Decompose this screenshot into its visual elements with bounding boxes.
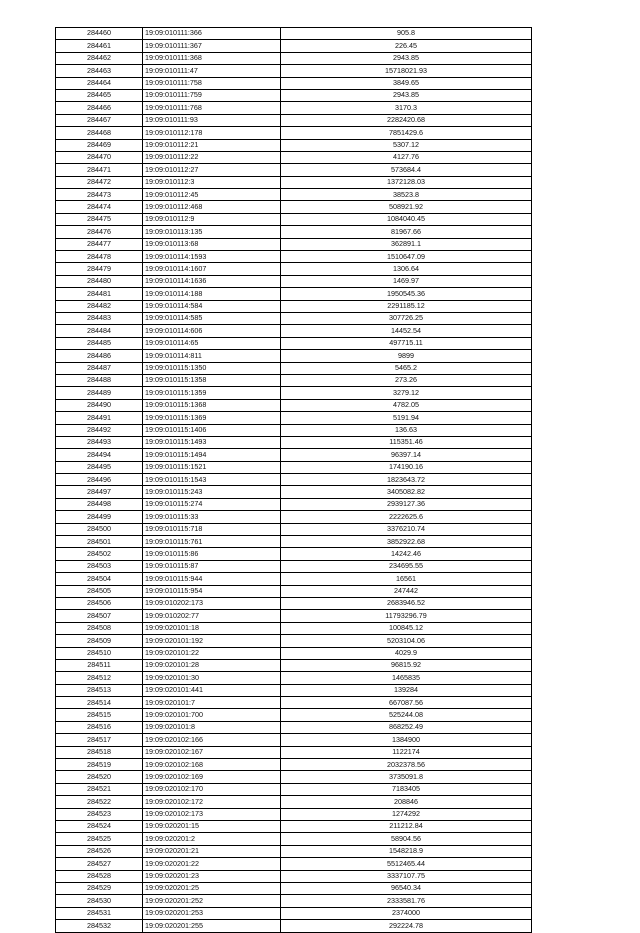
table-row <box>56 796 532 808</box>
value-cell: 1469.97 <box>281 275 532 287</box>
table-row <box>56 139 532 151</box>
cadastral-number-cell: 19:09:010115:274 <box>143 498 281 510</box>
cadastral-number-cell: 19:09:010115:1358 <box>143 374 281 386</box>
row-number-cell: 284493 <box>56 436 143 448</box>
row-number-cell: 284464 <box>56 77 143 89</box>
cadastral-number-cell: 19:09:010114:1593 <box>143 251 281 263</box>
row-number-cell: 284488 <box>56 374 143 386</box>
value-cell: 100845.12 <box>281 622 532 634</box>
table-row <box>56 474 532 486</box>
table-row <box>56 610 532 622</box>
table-row <box>56 821 532 833</box>
value-cell: 1384900 <box>281 734 532 746</box>
cadastral-number-cell: 19:09:010114:1636 <box>143 275 281 287</box>
table-row <box>56 659 532 671</box>
cadastral-number-cell: 19:09:010112:178 <box>143 127 281 139</box>
value-cell: 136.63 <box>281 424 532 436</box>
table-row <box>56 374 532 386</box>
cadastral-number-cell: 19:09:010115:87 <box>143 560 281 572</box>
cadastral-number-cell: 19:09:010115:944 <box>143 573 281 585</box>
value-cell: 4029.9 <box>281 647 532 659</box>
table-row <box>56 709 532 721</box>
row-number-cell: 284475 <box>56 213 143 225</box>
table-row <box>56 845 532 857</box>
cadastral-number-cell: 19:09:020201:22 <box>143 858 281 870</box>
table-row <box>56 449 532 461</box>
cadastral-number-cell: 19:09:010115:954 <box>143 585 281 597</box>
table-row <box>56 325 532 337</box>
value-cell: 139284 <box>281 684 532 696</box>
cadastral-number-cell: 19:09:020201:25 <box>143 882 281 894</box>
cadastral-number-cell: 19:09:010112:21 <box>143 139 281 151</box>
cadastral-number-cell: 19:09:010115:1406 <box>143 424 281 436</box>
value-cell: 14242.46 <box>281 548 532 560</box>
row-number-cell: 284481 <box>56 288 143 300</box>
table-row <box>56 288 532 300</box>
row-number-cell: 284476 <box>56 226 143 238</box>
cadastral-number-cell: 19:09:020201:253 <box>143 907 281 919</box>
row-number-cell: 284500 <box>56 523 143 535</box>
table-row <box>56 226 532 238</box>
cadastral-number-cell: 19:09:010202:77 <box>143 610 281 622</box>
row-number-cell: 284486 <box>56 350 143 362</box>
value-cell: 2222625.6 <box>281 511 532 523</box>
table-row <box>56 89 532 101</box>
row-number-cell: 284484 <box>56 325 143 337</box>
cadastral-number-cell: 19:09:020201:21 <box>143 845 281 857</box>
value-cell: 2943.85 <box>281 52 532 64</box>
row-number-cell: 284522 <box>56 796 143 808</box>
value-cell: 9899 <box>281 350 532 362</box>
table-row <box>56 52 532 64</box>
value-cell: 1084040.45 <box>281 213 532 225</box>
cadastral-number-cell: 19:09:010114:585 <box>143 312 281 324</box>
cadastral-number-cell: 19:09:010111:758 <box>143 77 281 89</box>
table-row <box>56 672 532 684</box>
cadastral-number-cell: 19:09:010115:86 <box>143 548 281 560</box>
row-number-cell: 284468 <box>56 127 143 139</box>
value-cell: 497715.11 <box>281 337 532 349</box>
row-number-cell: 284524 <box>56 821 143 833</box>
value-cell: 15718021.93 <box>281 65 532 77</box>
row-number-cell: 284521 <box>56 783 143 795</box>
row-number-cell: 284514 <box>56 697 143 709</box>
row-number-cell: 284525 <box>56 833 143 845</box>
row-number-cell: 284472 <box>56 176 143 188</box>
cadastral-number-cell: 19:09:020101:192 <box>143 635 281 647</box>
table-row <box>56 597 532 609</box>
cadastral-number-cell: 19:09:020101:8 <box>143 721 281 733</box>
table-row <box>56 622 532 634</box>
row-number-cell: 284495 <box>56 461 143 473</box>
table-row <box>56 461 532 473</box>
table-row <box>56 312 532 324</box>
value-cell: 868252.49 <box>281 721 532 733</box>
row-number-cell: 284516 <box>56 721 143 733</box>
cadastral-number-cell: 19:09:020101:18 <box>143 622 281 634</box>
table-row <box>56 412 532 424</box>
value-cell: 1548218.9 <box>281 845 532 857</box>
cadastral-number-cell: 19:09:020102:173 <box>143 808 281 820</box>
table-row <box>56 275 532 287</box>
value-cell: 362891.1 <box>281 238 532 250</box>
row-number-cell: 284501 <box>56 536 143 548</box>
cadastral-number-cell: 19:09:010112:27 <box>143 164 281 176</box>
row-number-cell: 284532 <box>56 920 143 932</box>
row-number-cell: 284499 <box>56 511 143 523</box>
value-cell: 247442 <box>281 585 532 597</box>
table-row <box>56 511 532 523</box>
table-row <box>56 201 532 213</box>
row-number-cell: 284470 <box>56 151 143 163</box>
value-cell: 7183405 <box>281 783 532 795</box>
table-row <box>56 486 532 498</box>
table-row <box>56 127 532 139</box>
cadastral-number-cell: 19:09:020201:23 <box>143 870 281 882</box>
value-cell: 1306.64 <box>281 263 532 275</box>
row-number-cell: 284528 <box>56 870 143 882</box>
cadastral-number-cell: 19:09:010112:9 <box>143 213 281 225</box>
table-row <box>56 114 532 126</box>
row-number-cell: 284520 <box>56 771 143 783</box>
row-number-cell: 284479 <box>56 263 143 275</box>
value-cell: 16561 <box>281 573 532 585</box>
cadastral-number-cell: 19:09:020201:255 <box>143 920 281 932</box>
cadastral-number-cell: 19:09:010113:135 <box>143 226 281 238</box>
cadastral-number-cell: 19:09:010115:1521 <box>143 461 281 473</box>
value-cell: 4782.05 <box>281 399 532 411</box>
cadastral-number-cell: 19:09:010115:1369 <box>143 412 281 424</box>
cadastral-number-cell: 19:09:010113:68 <box>143 238 281 250</box>
cadastral-number-cell: 19:09:020101:700 <box>143 709 281 721</box>
cadastral-number-cell: 19:09:010114:1607 <box>143 263 281 275</box>
row-number-cell: 284497 <box>56 486 143 498</box>
table-row <box>56 560 532 572</box>
row-number-cell: 284485 <box>56 337 143 349</box>
table-row <box>56 102 532 114</box>
value-cell: 115351.46 <box>281 436 532 448</box>
value-cell: 2282420.68 <box>281 114 532 126</box>
table-row <box>56 870 532 882</box>
table-row <box>56 858 532 870</box>
cadastral-number-cell: 19:09:010114:65 <box>143 337 281 349</box>
row-number-cell: 284465 <box>56 89 143 101</box>
table-row <box>56 65 532 77</box>
cadastral-number-cell: 19:09:010114:606 <box>143 325 281 337</box>
value-cell: 96397.14 <box>281 449 532 461</box>
table-row <box>56 362 532 374</box>
table-row <box>56 808 532 820</box>
cadastral-number-cell: 19:09:010114:584 <box>143 300 281 312</box>
row-number-cell: 284517 <box>56 734 143 746</box>
row-number-cell: 284494 <box>56 449 143 461</box>
row-number-cell: 284526 <box>56 845 143 857</box>
value-cell: 573684.4 <box>281 164 532 176</box>
row-number-cell: 284531 <box>56 907 143 919</box>
row-number-cell: 284527 <box>56 858 143 870</box>
row-number-cell: 284509 <box>56 635 143 647</box>
value-cell: 905.8 <box>281 28 532 40</box>
value-cell: 3170.3 <box>281 102 532 114</box>
value-cell: 3849.65 <box>281 77 532 89</box>
cadastral-number-cell: 19:09:020101:22 <box>143 647 281 659</box>
cadastral-number-cell: 19:09:010115:1368 <box>143 399 281 411</box>
table-row <box>56 238 532 250</box>
row-number-cell: 284461 <box>56 40 143 52</box>
row-number-cell: 284482 <box>56 300 143 312</box>
value-cell: 1823643.72 <box>281 474 532 486</box>
cadastral-number-cell: 19:09:010111:367 <box>143 40 281 52</box>
row-number-cell: 284498 <box>56 498 143 510</box>
value-cell: 667087.56 <box>281 697 532 709</box>
value-cell: 2032378.56 <box>281 759 532 771</box>
cadastral-number-cell: 19:09:010112:22 <box>143 151 281 163</box>
row-number-cell: 284513 <box>56 684 143 696</box>
table-row <box>56 895 532 907</box>
value-cell: 3852922.68 <box>281 536 532 548</box>
cadastral-number-cell: 19:09:010112:468 <box>143 201 281 213</box>
value-cell: 508921.92 <box>281 201 532 213</box>
cadastral-number-cell: 19:09:010111:47 <box>143 65 281 77</box>
table-row <box>56 882 532 894</box>
cadastral-number-cell: 19:09:010115:1543 <box>143 474 281 486</box>
value-cell: 1510647.09 <box>281 251 532 263</box>
table-row <box>56 573 532 585</box>
value-cell: 5512465.44 <box>281 858 532 870</box>
value-cell: 3376210.74 <box>281 523 532 535</box>
table-row <box>56 40 532 52</box>
table-row <box>56 759 532 771</box>
table-row <box>56 399 532 411</box>
table-row <box>56 697 532 709</box>
row-number-cell: 284504 <box>56 573 143 585</box>
row-number-cell: 284512 <box>56 672 143 684</box>
cadastral-value-table <box>55 27 532 933</box>
value-cell: 1465835 <box>281 672 532 684</box>
table-row <box>56 337 532 349</box>
row-number-cell: 284469 <box>56 139 143 151</box>
cadastral-number-cell: 19:09:010111:366 <box>143 28 281 40</box>
value-cell: 174190.16 <box>281 461 532 473</box>
value-cell: 2943.85 <box>281 89 532 101</box>
table-row <box>56 833 532 845</box>
table-row <box>56 77 532 89</box>
value-cell: 96540.34 <box>281 882 532 894</box>
table-row <box>56 684 532 696</box>
table-row <box>56 746 532 758</box>
table-row <box>56 548 532 560</box>
value-cell: 5191.94 <box>281 412 532 424</box>
value-cell: 292224.78 <box>281 920 532 932</box>
row-number-cell: 284473 <box>56 189 143 201</box>
table-row <box>56 721 532 733</box>
value-cell: 2333581.76 <box>281 895 532 907</box>
value-cell: 96815.92 <box>281 659 532 671</box>
cadastral-number-cell: 19:09:020201:2 <box>143 833 281 845</box>
value-cell: 38523.8 <box>281 189 532 201</box>
cadastral-number-cell: 19:09:010115:718 <box>143 523 281 535</box>
row-number-cell: 284471 <box>56 164 143 176</box>
table-row <box>56 387 532 399</box>
value-cell: 2939127.36 <box>281 498 532 510</box>
table-body <box>56 28 532 933</box>
table-row <box>56 783 532 795</box>
cadastral-number-cell: 19:09:020201:252 <box>143 895 281 907</box>
value-cell: 208846 <box>281 796 532 808</box>
value-cell: 7851429.6 <box>281 127 532 139</box>
row-number-cell: 284477 <box>56 238 143 250</box>
cadastral-number-cell: 19:09:010114:811 <box>143 350 281 362</box>
row-number-cell: 284502 <box>56 548 143 560</box>
cadastral-number-cell: 19:09:010111:93 <box>143 114 281 126</box>
table-row <box>56 28 532 40</box>
table-row <box>56 164 532 176</box>
cadastral-number-cell: 19:09:010115:33 <box>143 511 281 523</box>
cadastral-number-cell: 19:09:020102:168 <box>143 759 281 771</box>
value-cell: 226.45 <box>281 40 532 52</box>
value-cell: 11793296.79 <box>281 610 532 622</box>
table-row <box>56 585 532 597</box>
row-number-cell: 284474 <box>56 201 143 213</box>
row-number-cell: 284506 <box>56 597 143 609</box>
value-cell: 273.26 <box>281 374 532 386</box>
cadastral-number-cell: 19:09:020101:7 <box>143 697 281 709</box>
row-number-cell: 284463 <box>56 65 143 77</box>
value-cell: 3405082.82 <box>281 486 532 498</box>
row-number-cell: 284529 <box>56 882 143 894</box>
cadastral-number-cell: 19:09:010112:45 <box>143 189 281 201</box>
cadastral-number-cell: 19:09:020102:170 <box>143 783 281 795</box>
table-row <box>56 350 532 362</box>
row-number-cell: 284518 <box>56 746 143 758</box>
row-number-cell: 284515 <box>56 709 143 721</box>
cadastral-number-cell: 19:09:010111:768 <box>143 102 281 114</box>
cadastral-number-cell: 19:09:010115:1494 <box>143 449 281 461</box>
value-cell: 1372128.03 <box>281 176 532 188</box>
cadastral-number-cell: 19:09:020102:172 <box>143 796 281 808</box>
cadastral-number-cell: 19:09:020101:28 <box>143 659 281 671</box>
cadastral-number-cell: 19:09:010115:1359 <box>143 387 281 399</box>
cadastral-number-cell: 19:09:010202:173 <box>143 597 281 609</box>
table-row <box>56 771 532 783</box>
table-row <box>56 647 532 659</box>
value-cell: 5307.12 <box>281 139 532 151</box>
row-number-cell: 284490 <box>56 399 143 411</box>
row-number-cell: 284491 <box>56 412 143 424</box>
value-cell: 5465.2 <box>281 362 532 374</box>
table-row <box>56 251 532 263</box>
table-row <box>56 498 532 510</box>
row-number-cell: 284523 <box>56 808 143 820</box>
row-number-cell: 284530 <box>56 895 143 907</box>
row-number-cell: 284511 <box>56 659 143 671</box>
table-row <box>56 424 532 436</box>
cadastral-number-cell: 19:09:010114:188 <box>143 288 281 300</box>
value-cell: 58904.56 <box>281 833 532 845</box>
table-row <box>56 263 532 275</box>
value-cell: 307726.25 <box>281 312 532 324</box>
table-row <box>56 635 532 647</box>
row-number-cell: 284519 <box>56 759 143 771</box>
cadastral-number-cell: 19:09:010115:761 <box>143 536 281 548</box>
table-row <box>56 920 532 932</box>
value-cell: 1122174 <box>281 746 532 758</box>
table-row <box>56 151 532 163</box>
row-number-cell: 284505 <box>56 585 143 597</box>
cadastral-number-cell: 19:09:010111:368 <box>143 52 281 64</box>
row-number-cell: 284483 <box>56 312 143 324</box>
cadastral-number-cell: 19:09:010115:1493 <box>143 436 281 448</box>
table-row <box>56 213 532 225</box>
row-number-cell: 284467 <box>56 114 143 126</box>
row-number-cell: 284507 <box>56 610 143 622</box>
row-number-cell: 284503 <box>56 560 143 572</box>
cadastral-number-cell: 19:09:020201:15 <box>143 821 281 833</box>
cadastral-number-cell: 19:09:020102:167 <box>143 746 281 758</box>
table-row <box>56 907 532 919</box>
row-number-cell: 284487 <box>56 362 143 374</box>
value-cell: 1950545.36 <box>281 288 532 300</box>
cadastral-number-cell: 19:09:010115:243 <box>143 486 281 498</box>
cadastral-number-cell: 19:09:020102:166 <box>143 734 281 746</box>
table-row <box>56 734 532 746</box>
cadastral-number-cell: 19:09:020101:441 <box>143 684 281 696</box>
row-number-cell: 284510 <box>56 647 143 659</box>
value-cell: 2683946.52 <box>281 597 532 609</box>
value-cell: 14452.54 <box>281 325 532 337</box>
cadastral-number-cell: 19:09:020101:30 <box>143 672 281 684</box>
cadastral-number-cell: 19:09:010111:759 <box>143 89 281 101</box>
cadastral-number-cell: 19:09:020102:169 <box>143 771 281 783</box>
row-number-cell: 284480 <box>56 275 143 287</box>
table-row <box>56 536 532 548</box>
value-cell: 2374000 <box>281 907 532 919</box>
row-number-cell: 284496 <box>56 474 143 486</box>
cadastral-number-cell: 19:09:010115:1350 <box>143 362 281 374</box>
table-row <box>56 436 532 448</box>
value-cell: 5203104.06 <box>281 635 532 647</box>
value-cell: 1274292 <box>281 808 532 820</box>
table-row <box>56 176 532 188</box>
value-cell: 4127.76 <box>281 151 532 163</box>
value-cell: 525244.08 <box>281 709 532 721</box>
value-cell: 3735091.8 <box>281 771 532 783</box>
value-cell: 211212.84 <box>281 821 532 833</box>
row-number-cell: 284478 <box>56 251 143 263</box>
row-number-cell: 284492 <box>56 424 143 436</box>
value-cell: 2291185.12 <box>281 300 532 312</box>
table-row <box>56 523 532 535</box>
table-row <box>56 189 532 201</box>
value-cell: 81967.66 <box>281 226 532 238</box>
row-number-cell: 284466 <box>56 102 143 114</box>
value-cell: 3279.12 <box>281 387 532 399</box>
table-row <box>56 300 532 312</box>
row-number-cell: 284462 <box>56 52 143 64</box>
value-cell: 234695.55 <box>281 560 532 572</box>
row-number-cell: 284508 <box>56 622 143 634</box>
cadastral-number-cell: 19:09:010112:3 <box>143 176 281 188</box>
value-cell: 3337107.75 <box>281 870 532 882</box>
row-number-cell: 284489 <box>56 387 143 399</box>
row-number-cell: 284460 <box>56 28 143 40</box>
